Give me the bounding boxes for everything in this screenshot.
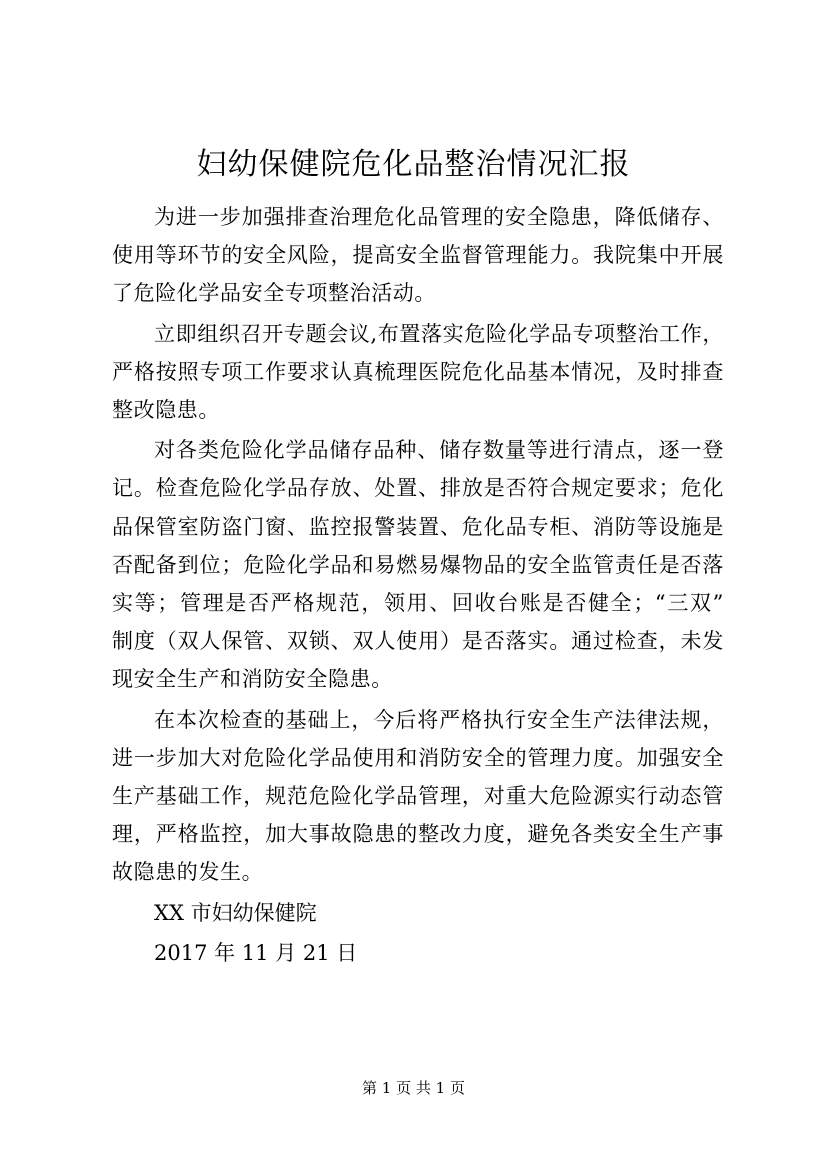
- paragraph-line: 严格按照专项工作要求认真梳理医院危化品基本情况，及时排查: [112, 359, 724, 384]
- paragraph-line: 实等；管理是否严格规范，领用、回收台账是否健全；“三双”: [112, 591, 724, 616]
- document-date: 2017 年 11 月 21 日: [154, 940, 358, 965]
- paragraph-line: 记。检查危险化学品存放、处置、排放是否符合规定要求；危化: [112, 476, 724, 501]
- paragraph-line: 进一步加大对危险化学品使用和消防安全的管理力度。加强安全: [112, 745, 724, 770]
- paragraph-line: 对各类危险化学品储存品种、储存数量等进行清点，逐一登: [154, 438, 724, 463]
- paragraph-3: [112, 431, 724, 698]
- paragraph-line: 立即组织召开专题会议,布置落实危险化学品专项整治工作，: [154, 321, 724, 346]
- signature: XX 市妇幼保健院: [154, 900, 317, 925]
- paragraph-line: 为进一步加强排查治理危化品管理的安全隐患，降低储存、: [154, 205, 724, 229]
- paragraph-4: [112, 701, 724, 892]
- document-body: [112, 198, 724, 972]
- document-title: 妇幼保健院危化品整治情况汇报: [196, 147, 631, 182]
- paragraph-line: 整改隐患。: [112, 398, 220, 423]
- paragraph-line: 使用等环节的安全风险，提高安全监督管理能力。我院集中开展: [112, 243, 724, 268]
- paragraph-line: 生产基础工作，规范危险化学品管理，对重大危险源实行动态管: [112, 784, 724, 809]
- paragraph-line: 理，严格监控，加大事故隐患的整改力度，避免各类安全生产事: [112, 822, 724, 847]
- paragraph-line: 制度（双人保管、双锁、双人使用）是否落实。通过检查，未发: [112, 629, 724, 654]
- paragraph-line: 否配备到位；危险化学品和易燃易爆物品的安全监管责任是否落: [112, 552, 724, 577]
- paragraph-line: 了危险化学品安全专项整治活动。: [112, 281, 436, 306]
- paragraph-line: 品保管室防盗门窗、监控报警装置、危化品专柜、消防等设施是: [112, 514, 724, 539]
- paragraph-line: 现安全生产和消防安全隐患。: [112, 667, 393, 692]
- paragraph-1: [112, 198, 724, 313]
- paragraph-2: [112, 315, 724, 430]
- paragraph-line: 故隐患的发生。: [112, 860, 264, 885]
- page-footer: 第 1 页 共 1 页: [362, 1079, 465, 1097]
- paragraph-line: 在本次检查的基础上，今后将严格执行安全生产法律法规，: [154, 707, 724, 732]
